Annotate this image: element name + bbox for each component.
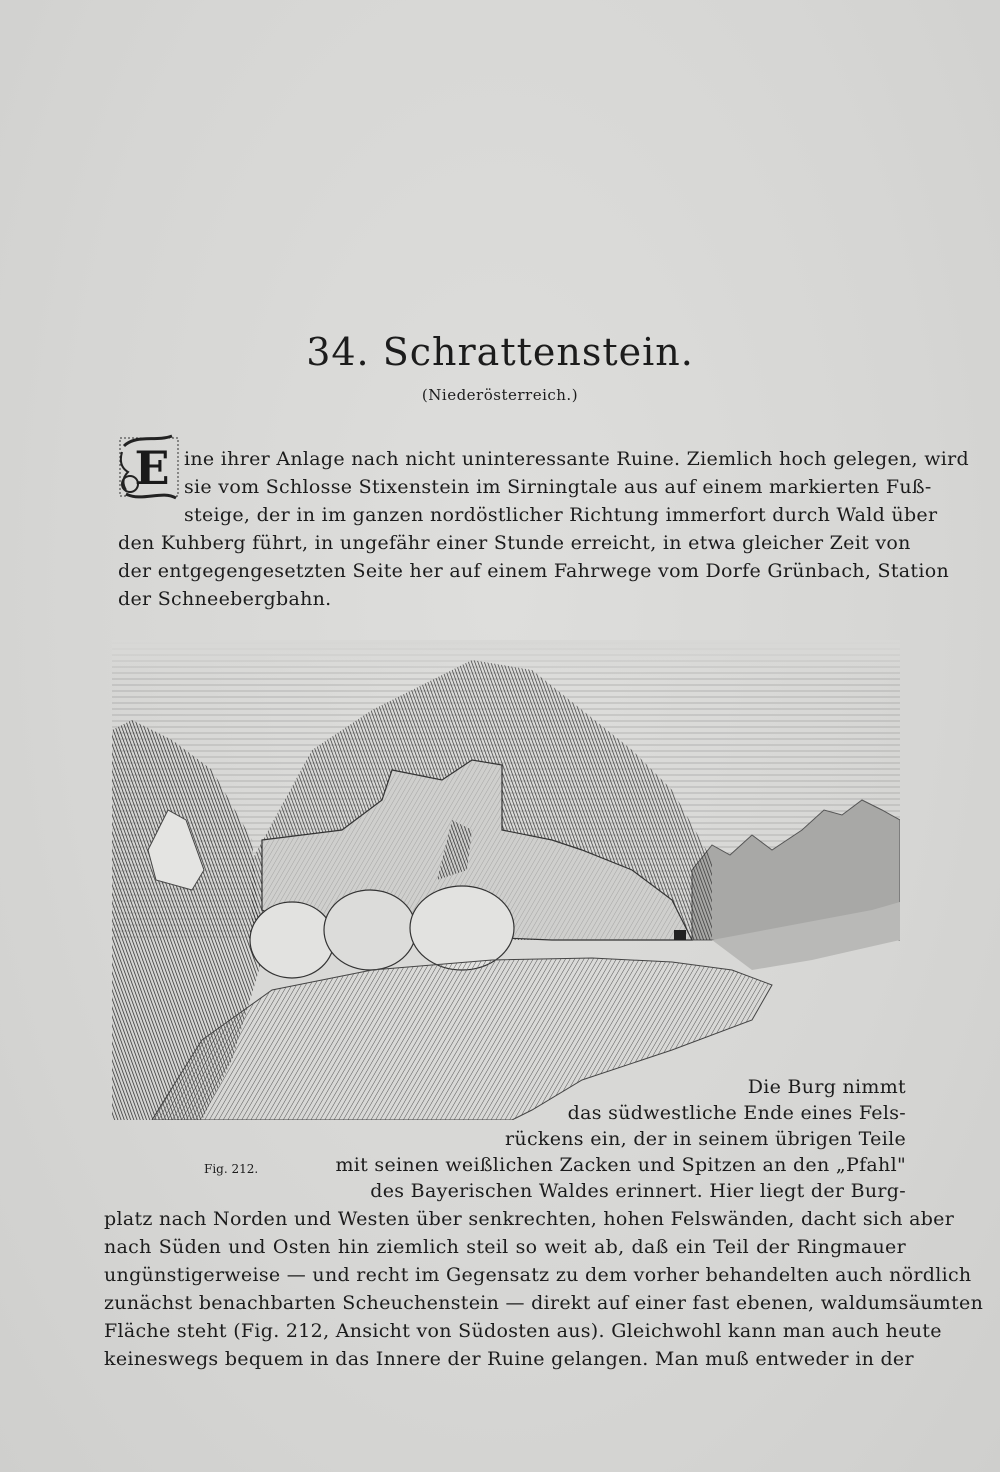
body-line-4: zunächst benachbarten Scheuchenstein — direkt auf einer fast ebenen, waldumsäumten — [104, 1292, 984, 1314]
body-line-2: nach Süden und Osten hin ziemlich steil so weit ab, daß ein Teil der Ringmauer — [104, 1236, 906, 1258]
intro-line-5: der entgegengesetzten Seite her auf einem Fahrwege vom Dorfe Grünbach, Station — [118, 560, 949, 582]
side-line-5: des Bayerischen Waldes erinnert. Hier liegt der Burg- — [370, 1180, 906, 1202]
side-line-2: das südwestliche Ende eines Fels- — [567, 1102, 906, 1124]
ruin-landscape-illustration — [112, 640, 900, 1120]
boulder-3 — [410, 886, 514, 970]
intro-line-2: sie vom Schlosse Stixenstein im Sirningtale aus auf einem markierten Fuß- — [184, 476, 932, 498]
body-line-3: ungünstigerweise — und recht im Gegensatz zu dem vorher behandelten auch nördlich — [104, 1264, 972, 1286]
intro-line-6: der Schneebergbahn. — [118, 588, 332, 610]
body-line-1: platz nach Norden und Westen über senkrechten, hohen Felswänden, dacht sich aber — [104, 1208, 955, 1230]
side-line-1: Die Burg nimmt — [747, 1076, 906, 1098]
boulder-1 — [250, 902, 334, 978]
chapter-title: 34. Schrattenstein. — [306, 330, 694, 374]
intro-line-3: steige, der in im ganzen nordöstlicher Richtung immerfort durch Wald über — [184, 504, 938, 526]
body-line-5: Fläche steht (Fig. 212, Ansicht von Südosten aus). Gleichwohl kann man auch heute — [104, 1320, 942, 1342]
chapter-subtitle: (Niederösterreich.) — [421, 386, 579, 404]
boulder-2 — [324, 890, 416, 970]
body-line-6: keineswegs bequem in das Innere der Ruine gelangen. Man muß entweder in der — [104, 1348, 914, 1370]
intro-line-1: ine ihrer Anlage nach nicht uninteressante Ruine. Ziemlich hoch gelegen, wird — [184, 448, 970, 470]
side-line-4: mit seinen weißlichen Zacken und Spitzen an den „Pfahl" — [335, 1154, 906, 1176]
decorative-initial-e — [116, 432, 182, 502]
initial-letter: E — [134, 441, 170, 495]
ruin-gate — [674, 930, 686, 940]
side-line-3: rückens ein, der in seinem übrigen Teile — [505, 1128, 906, 1150]
intro-line-4: den Kuhberg führt, in ungefähr einer Stunde erreicht, in etwa gleicher Zeit von — [118, 532, 911, 554]
figure-caption: Fig. 212. — [204, 1162, 259, 1176]
